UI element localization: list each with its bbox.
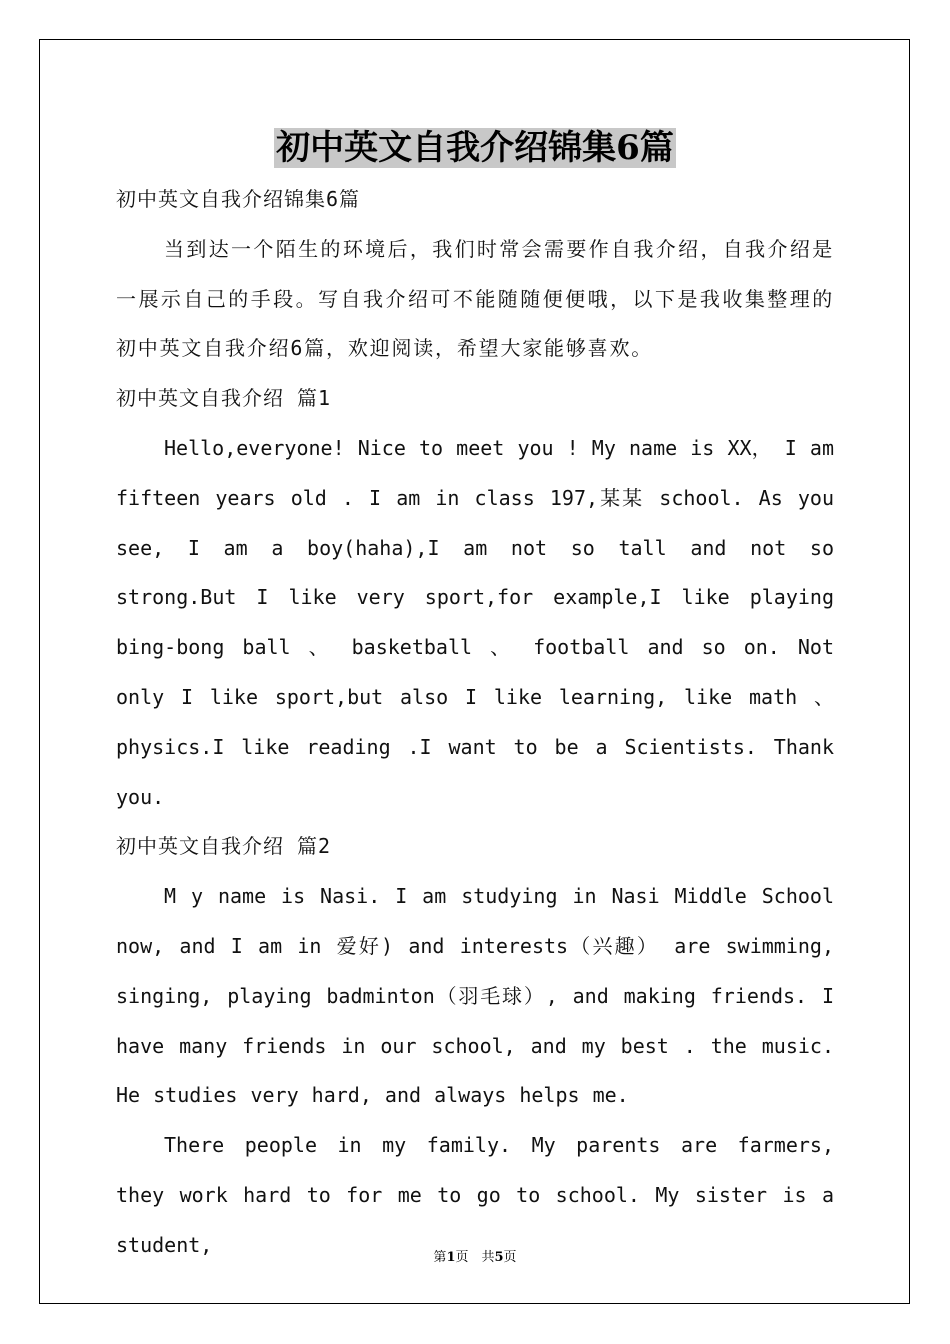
document-body bbox=[116, 175, 834, 1271]
intro-paragraph: 当到达一个陌生的环境后，我们时常会需要作自我介绍，自我介绍是一展示自己的手段。写自我介绍可不能随随便便哦，以下是我收集整理的初中英文自我介绍6篇，欢迎阅读，希望大家能够喜欢。 bbox=[116, 236, 834, 361]
document-title bbox=[0, 124, 950, 172]
section-paragraph: Hello,everyone! Nice to meet you ! My name is XX， I am fifteen years old . I am in class 197,某某 school. As you see, I am a boy(haha),I am not so tall and not so strong.But I like very sport,for example,I like playing bing-bong ball 、 basketball 、 football and so on. Not only I like sport,but also I like learning, like math 、physics.I like reading .I want to be a Scientists. Thank you. bbox=[116, 435, 834, 809]
document-title-text: 初中英文自我介绍锦集6篇 bbox=[276, 128, 674, 168]
footer-page-number: 1 bbox=[446, 1250, 456, 1265]
document-subtitle: 初中英文自我介绍锦集6篇 bbox=[116, 187, 361, 211]
footer-suffix: 页 bbox=[503, 1250, 517, 1265]
section-heading: 初中英文自我介绍 篇1 bbox=[116, 386, 332, 411]
section-paragraph: M y name is Nasi. I am studying in Nasi Middle School now, and I am in 爱好) and interests（兴趣） are swimming, singing, playing badminton（羽毛球）, and making friends. I have many friends in our school, and my best . the music. He studies very hard, and always helps me. bbox=[116, 884, 834, 1108]
footer-page-total: 5 bbox=[494, 1250, 504, 1265]
section-heading: 初中英文自我介绍 篇2 bbox=[116, 834, 332, 859]
page-footer bbox=[0, 1246, 950, 1265]
section-paragraph: There people in my family. My parents are farmers, they work hard to for me to go to school. My sister is a student, bbox=[116, 1133, 834, 1257]
footer-mid: 页 共 bbox=[455, 1250, 495, 1265]
footer-prefix: 第 bbox=[433, 1250, 447, 1265]
